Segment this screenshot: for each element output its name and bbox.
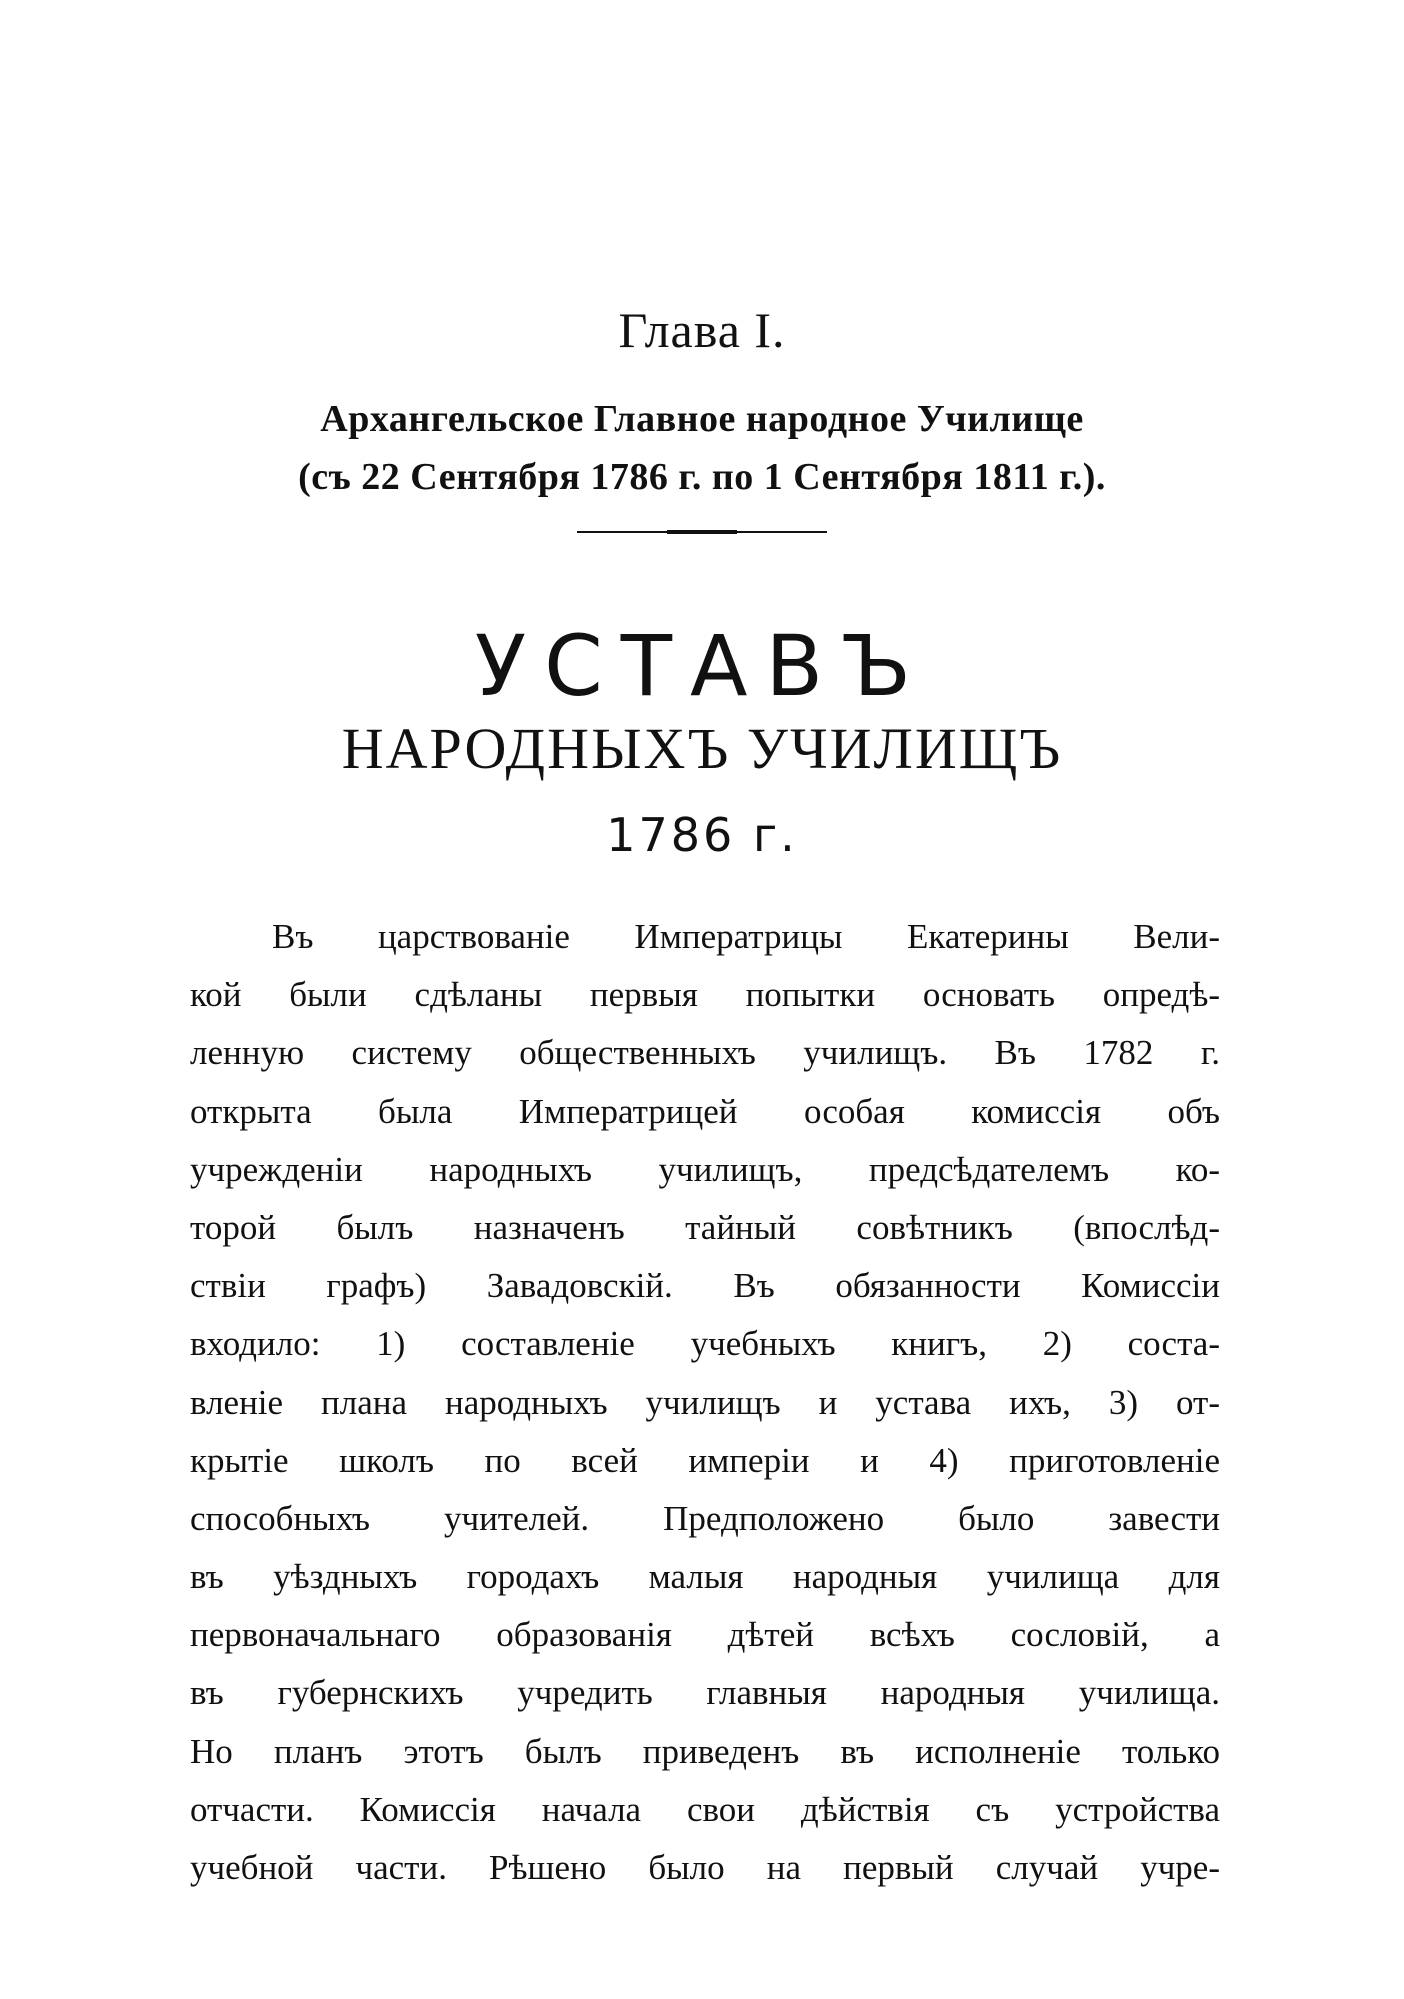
chapter-label: Глава I.: [618, 302, 786, 358]
body-line: Но планъ этотъ былъ приведенъ въ исполненіе только: [190, 1731, 1220, 1771]
body-line: способныхъ учителей. Предположено было завести: [190, 1498, 1220, 1538]
body-line: торой былъ назначенъ тайный совѣтникъ (впослѣд-: [190, 1207, 1220, 1247]
chapter-subtitle-line: Архангельское Главное народное Училище: [320, 398, 1084, 440]
body-line: первоначальнаго образованія дѣтей всѣхъ сословій, а: [190, 1615, 1220, 1655]
document-title: УСТАВЪ: [474, 617, 930, 715]
document-year: 1786 г.: [606, 808, 798, 862]
body-line: учебной части. Рѣшено было на первый случай учре-: [190, 1848, 1220, 1887]
body-line: Въ царствованіе Императрицы Екатерины Вели-: [272, 917, 1220, 956]
chapter-subtitle: [0, 390, 1404, 506]
body-line: въ уѣздныхъ городахъ малыя народныя училища для: [190, 1557, 1220, 1597]
body-line: учрежденіи народныхъ училищъ, предсѣдателемъ ко-: [190, 1149, 1220, 1189]
section-divider: [577, 531, 827, 533]
body-line: отчасти. Комиссія начала свои дѣйствія съ устройства: [190, 1789, 1220, 1829]
body-line: крытіе школъ по всей имперіи и 4) приготовленіе: [190, 1440, 1220, 1480]
body-line: вленіе плана народныхъ училищъ и устава ихъ, 3) от-: [190, 1382, 1220, 1422]
document-subtitle: НАРОДНЫХЪ УЧИЛИЩЪ: [341, 716, 1063, 781]
body-line: въ губернскихъ учредить главныя народныя училища.: [190, 1673, 1220, 1713]
body-line: ствіи графъ) Завадовскій. Въ обязанности Комиссіи: [190, 1266, 1220, 1306]
body-line: открыта была Императрицей особая комиссія объ: [190, 1091, 1220, 1131]
body-paragraph: [190, 908, 1220, 1897]
body-line: входило: 1) составленіе учебныхъ книгъ, 2) соста-: [190, 1324, 1220, 1364]
body-line: ленную систему общественныхъ училищъ. Въ 1782 г.: [190, 1033, 1220, 1073]
body-line: кой были сдѣланы первыя попытки основать опредѣ-: [190, 975, 1220, 1015]
chapter-subtitle-line: (съ 22 Сентября 1786 г. по 1 Сентября 1811 г.).: [298, 456, 1106, 498]
